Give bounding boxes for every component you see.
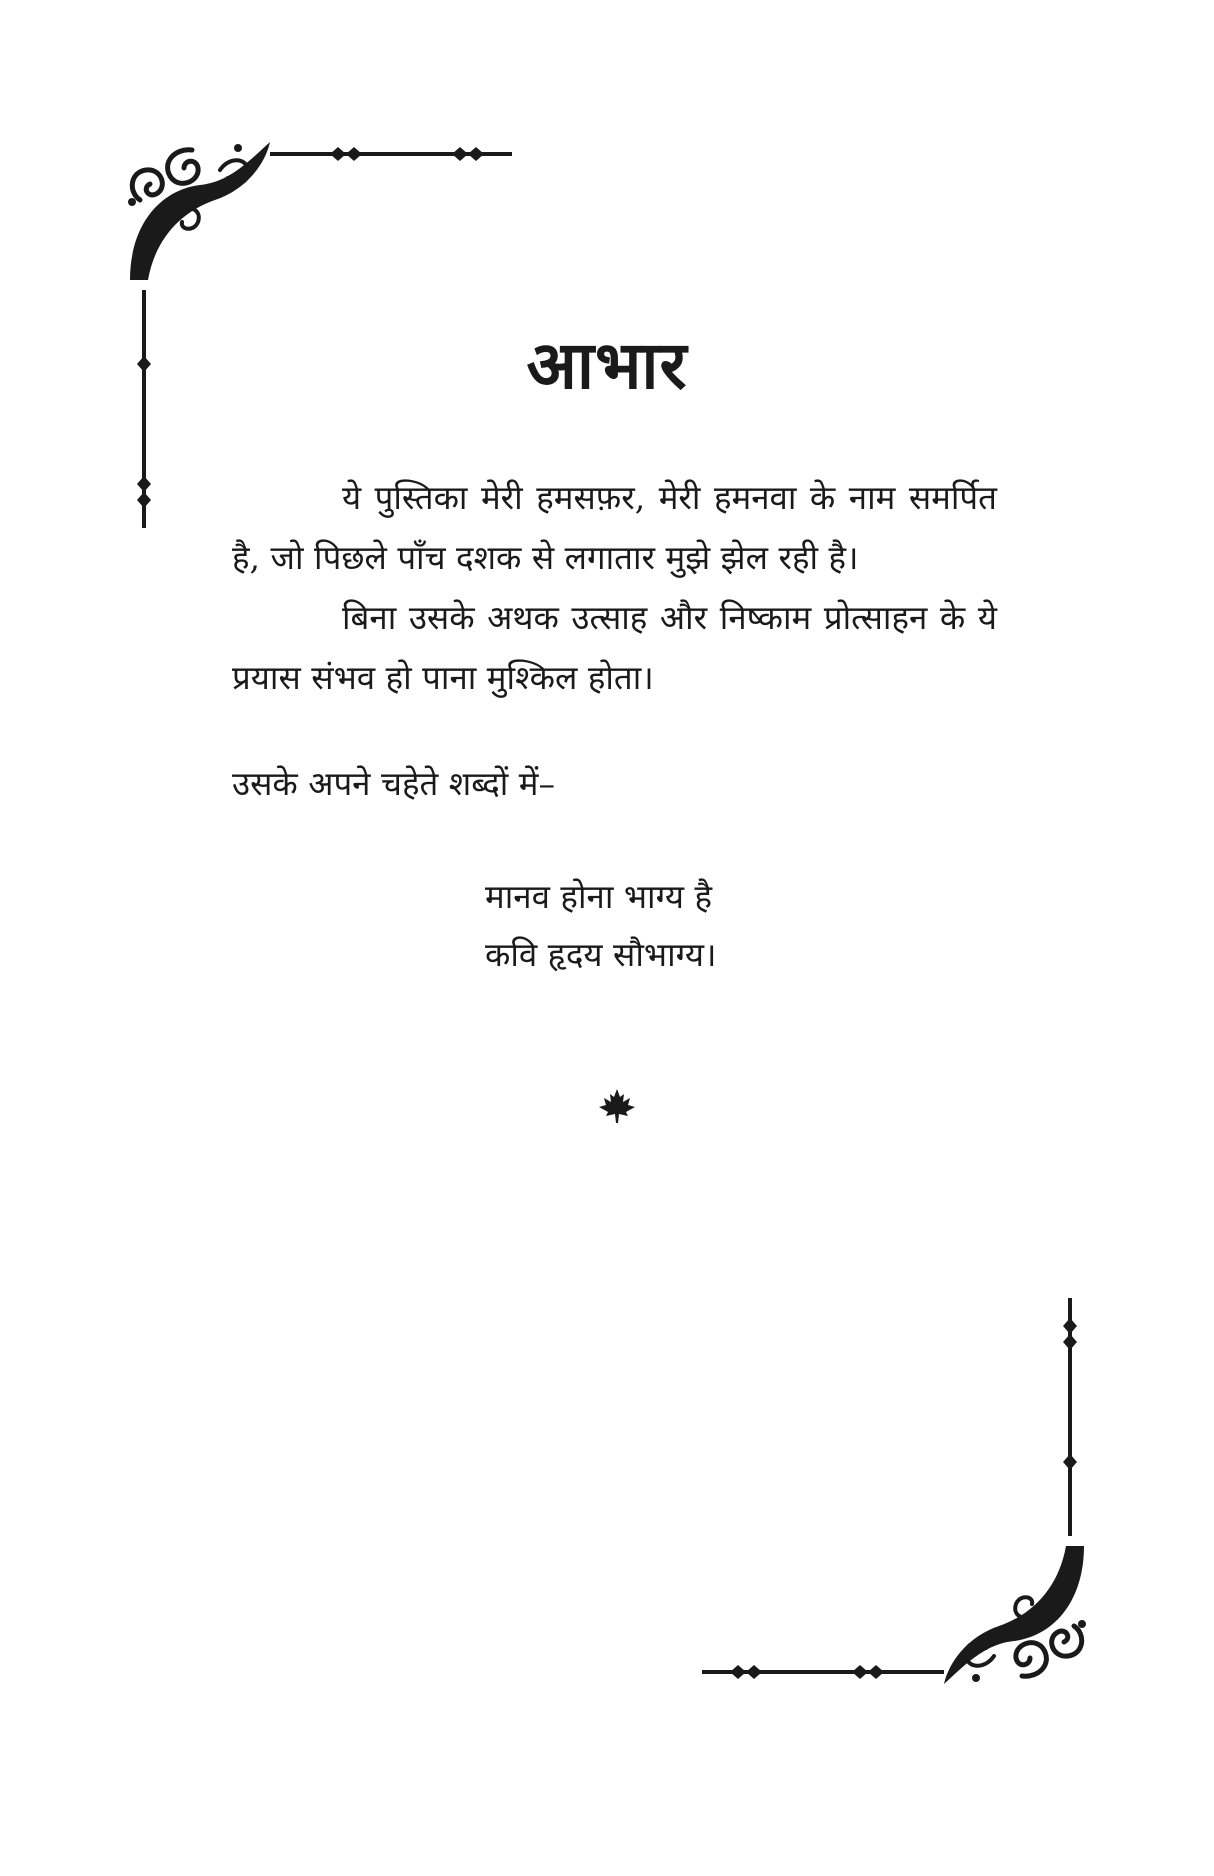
maple-leaf-icon: [598, 1088, 636, 1124]
couplet-line: मानव होना भाग्य है: [485, 877, 713, 916]
page-title: आभार: [526, 327, 688, 404]
gratitude-paragraph: बिना उसके अथक उत्साह और निष्काम प्रोत्साहन के ये प्रयास संभव हो पाना मुश्किल होता।: [232, 598, 997, 697]
corner-flourish-icon: [694, 1296, 1094, 1696]
quote-intro: उसके अपने चहेते शब्दों में–: [232, 764, 555, 803]
dedication-paragraph: ये पुस्तिका मेरी हमसफ़र, मेरी हमनवा के नाम समर्पित है, जो पिछले पाँच दशक से लगातार मुझे झेल रही है।: [232, 478, 997, 577]
couplet-line: कवि हृदय सौभाग्य।: [485, 935, 717, 974]
couplet: [485, 868, 717, 984]
